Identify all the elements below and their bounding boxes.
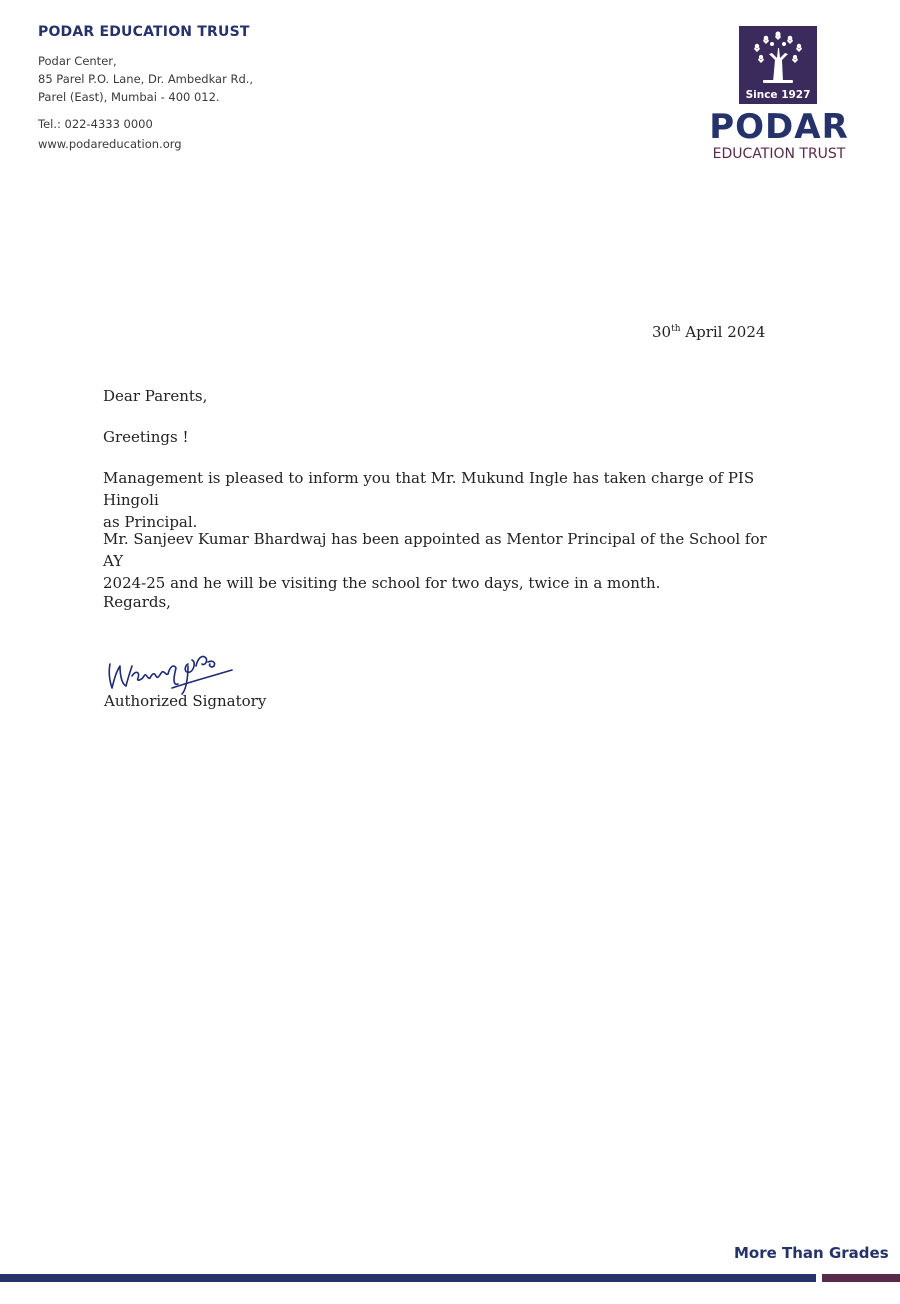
logo-subtitle: EDUCATION TRUST [712,146,846,162]
address-line: 85 Parel P.O. Lane, Dr. Ambedkar Rd., [38,72,254,86]
footer-tagline: More Than Grades [734,1244,889,1262]
footer-bar [0,1274,816,1282]
paragraph-principal [103,467,783,533]
paragraph-line: 2024-25 and he will be visiting the school for two days, twice in a month. [103,574,661,592]
paragraph-mentor [103,528,783,594]
paragraph-line: Management is pleased to inform you that Mr. Mukund Ingle has taken charge of PIS Hingoli [103,469,755,509]
address-line: Podar Center, [38,54,117,68]
footer-bar-accent [822,1274,900,1282]
letter-date [652,323,765,341]
date-month-year: April 2024 [680,323,766,341]
contact-info [38,114,253,154]
tree-icon [739,26,817,88]
date-suffix: th [671,324,681,334]
logo-since: Since 1927 [745,89,811,101]
podar-logo [686,26,872,166]
greeting: Greetings ! [103,428,189,446]
signatory-title: Authorized Signatory [104,692,267,710]
letterhead [38,24,253,154]
org-name: PODAR EDUCATION TRUST [38,24,250,40]
address-line: Parel (East), Mumbai - 400 012. [38,90,220,104]
date-day: 30 [652,323,672,341]
signature-image [102,636,242,696]
logo-wordmark: PODAR [709,107,849,147]
paragraph-line: as Principal. [103,513,198,531]
logo-emblem [739,26,817,104]
closing: Regards, [103,593,171,611]
website: www.podareducation.org [38,137,182,151]
salutation: Dear Parents, [103,387,208,405]
paragraph-line: Mr. Sanjeev Kumar Bhardwaj has been appointed as Mentor Principal of the School for AY [103,530,767,570]
address [38,52,253,106]
phone: Tel.: 022-4333 0000 [38,117,153,131]
